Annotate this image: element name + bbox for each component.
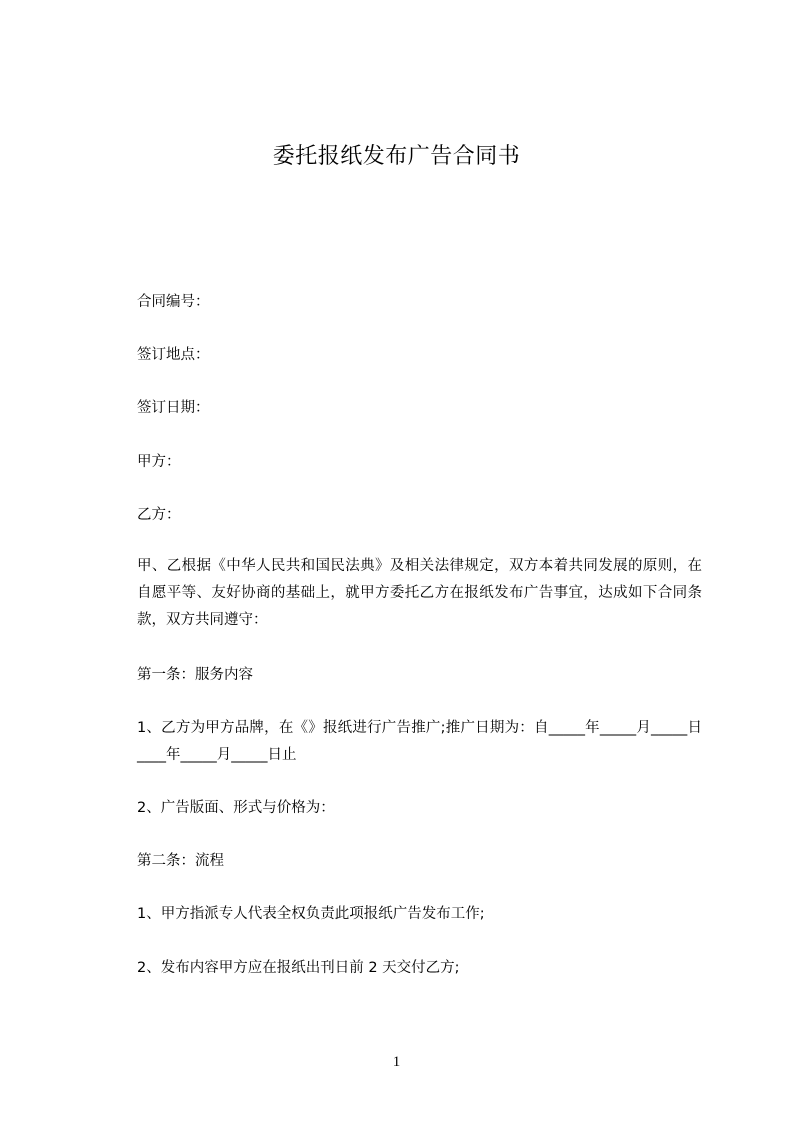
sign-place-field: 签订地点：	[137, 347, 210, 363]
sign-date-field: 签订日期：	[137, 400, 210, 416]
article-1-item-2: 2、广告版面、形式与价格为：	[137, 800, 335, 816]
party-a-field: 甲方：	[137, 454, 181, 470]
article-1-item-1	[104, 715, 702, 769]
article-1-heading: 第一条：服务内容	[137, 667, 253, 683]
article-1-item-1-text: 1、乙方为甲方品牌，在《》报纸进行广告推广;推广日期为：自_____年_____月_____日____年_____月_____日止	[137, 720, 702, 763]
article-2-item-1: 1、甲方指派专人代表全权负责此项报纸广告发布工作;	[137, 906, 485, 922]
party-b-field: 乙方：	[137, 507, 181, 523]
preamble-paragraph	[104, 553, 702, 634]
preamble-text: 甲、乙根据《中华人民共和国民法典》及相关法律规定，双方本着共同发展的原则，在自愿平等、友好协商的基础上，就甲方委托乙方在报纸发布广告事宜，达成如下合同条款，双方共同遵守：	[137, 558, 702, 628]
page-number: 1	[392, 1054, 401, 1070]
contract-number-field: 合同编号：	[137, 294, 210, 310]
article-2-heading: 第二条：流程	[137, 853, 224, 869]
article-2-item-2: 2、发布内容甲方应在报纸出刊日前 2 天交付乙方;	[137, 960, 460, 976]
document-title: 委托报纸发布广告合同书	[272, 144, 521, 169]
